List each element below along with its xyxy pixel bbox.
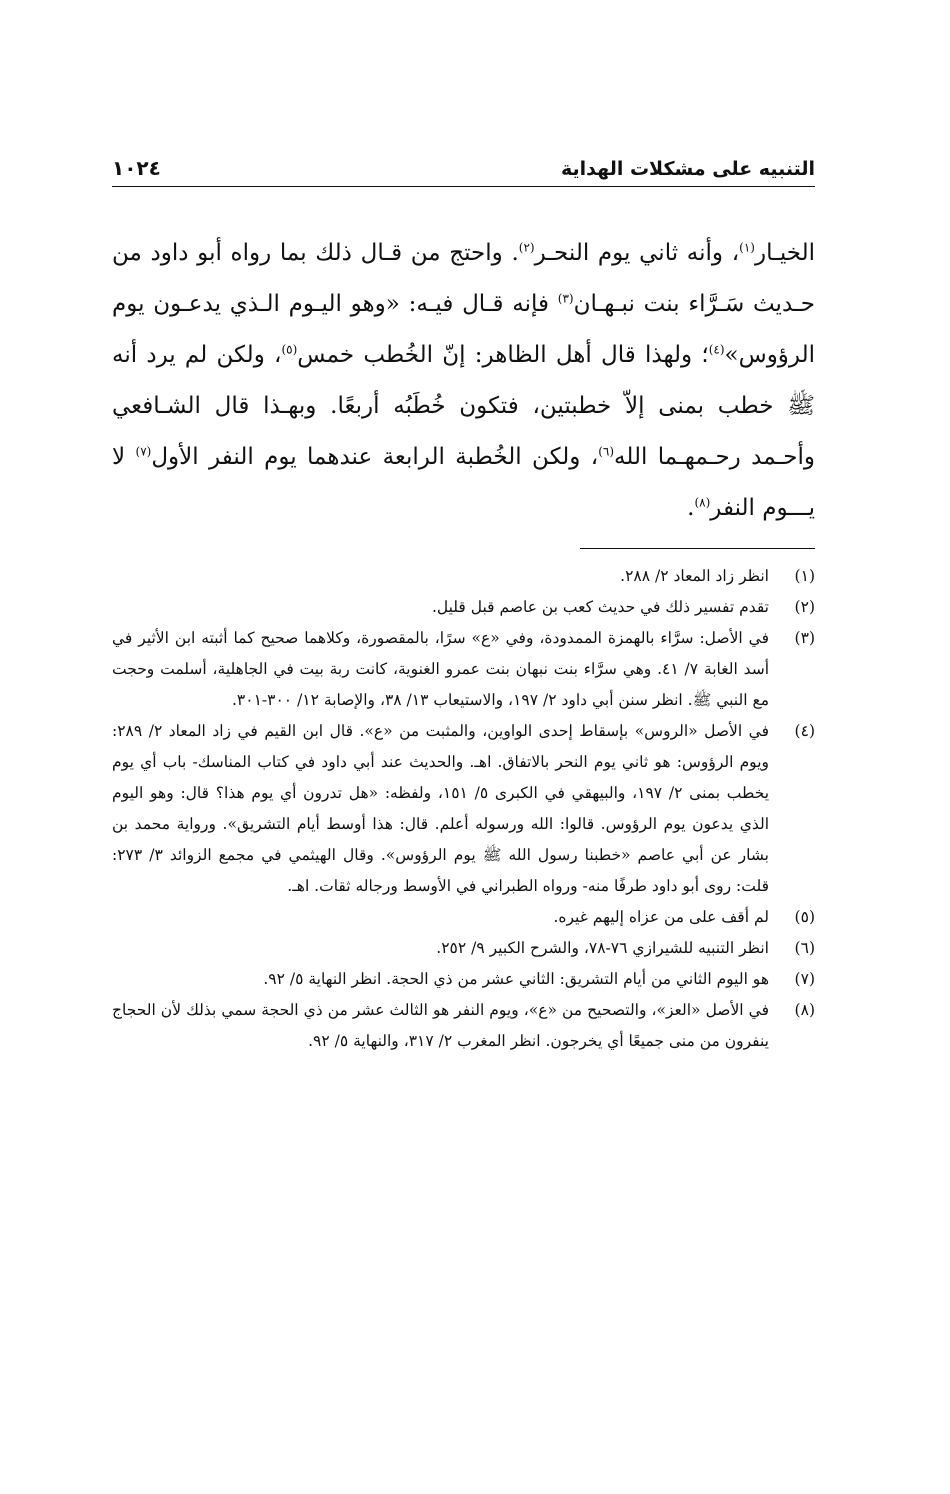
text-segment: ، ولكن الخُطبة الرابعة عندهما يوم النفر الأول xyxy=(151,444,599,470)
footnotes xyxy=(112,561,815,1057)
footnote-text: في الأصل «العز»، والتصحيح من «ع»، ويوم النفر هو الثالث عشر من ذي الحجة سمي بذلك لأن الحجاج ينفرون من منى جميعًا أي يخرجون. انظر المغرب ٢/ ٣١٧، والنهاية ٥/ ٩٢. xyxy=(112,1001,769,1050)
footnote-number: (٨) xyxy=(794,1001,815,1019)
footnote-number: (٤) xyxy=(794,722,815,740)
text-segment: . xyxy=(687,495,695,521)
footnote-text: لم أقف على من عزاه إليهم غيره. xyxy=(553,908,769,926)
page-number: ١٠٢٤ xyxy=(112,156,161,180)
footnote-number: (١) xyxy=(794,567,815,585)
text-segment: ، وأنه ثاني يوم النحـر xyxy=(534,240,740,266)
text-segment: ، ولكن لم يرد أنه ﷺ خطب بمنى إلاّ خطبتين، فتكون خُطَبُه أربعًا. وبهـذا قال الشـافعي وأحـمد رحـمهـما الله xyxy=(112,342,815,470)
running-header xyxy=(112,150,815,187)
footnote-ref: (٦) xyxy=(598,444,615,459)
footnote-item xyxy=(112,561,815,592)
footnote-item xyxy=(112,592,815,623)
footnote-item xyxy=(112,623,815,716)
text-segment: الخيـار xyxy=(754,240,816,266)
footnote-item xyxy=(112,933,815,964)
main-paragraph xyxy=(112,228,815,534)
footnote-ref: (١) xyxy=(739,240,755,255)
footnote-item xyxy=(112,995,815,1057)
footnote-ref: (٥) xyxy=(281,342,298,357)
footnote-ref: (٨) xyxy=(694,495,711,510)
footnote-number: (٧) xyxy=(794,970,815,988)
footnote-item xyxy=(112,902,815,933)
footnote-number: (٦) xyxy=(794,939,815,957)
footnote-text: في الأصل «الروس» بإسقاط إحدى الواوين، والمثبت من «ع». قال ابن القيم في زاد المعاد ٢/ ٢٨٩: ويوم الرؤوس: هو ثاني يوم النحر بالاتفاق. اهـ. والحديث عند أبي داود في كتاب المناسك- باب أي يوم يخطب بمنى ٢/ ١٩٧، والبيهقي في الكبرى ٥/ ١٥١، ولفظه: «هل تدرون أي يوم هذا؟ قال: وهو اليوم الذي يدعون يوم الرؤوس. قالوا: الله ورسوله أعلم. قال: هذا أوسط أيام التشريق». ورواية محمد بن بشار عن أبي عاصم «خطبنا رسول الله ﷺ يوم الرؤوس». وقال الهيثمي في مجمع الزوائد ٣/ ٢٧٣: قلت: روى أبو داود طرفًا منه- ورواه الطبراني في الأوسط ورجاله ثقات. اهـ. xyxy=(112,722,770,895)
footnote-number: (٢) xyxy=(794,598,815,616)
footnote-number: (٥) xyxy=(794,908,815,926)
footnote-text: في الأصل: سرَّاء بالهمزة الممدودة، وفي «ع» سرًا، بالمقصورة، وكلاهما صحيح كما أثبته ابن الأثير في أسد الغابة ٧/ ٤١. وهي سرَّاء بنت نبهان بنت عمرو الغنوية، كانت ربة بيت في الجاهلية، أسلمت وحجت مع النبي ﷺ. انظر سنن أبي داود ٢/ ١٩٧، والاستيعاب ١٣/ ٣٨، والإصابة ١٢/ ٣٠٠-٣٠١. xyxy=(112,629,769,709)
footnote-ref: (٧) xyxy=(135,444,152,459)
footnote-ref: (٣) xyxy=(557,291,574,306)
footnote-text: انظر زاد المعاد ٢/ ٢٨٨. xyxy=(620,567,769,585)
book-title: التنبيه على مشكلات الهداية xyxy=(561,158,815,180)
footnote-ref: (٤) xyxy=(708,342,725,357)
text-segment: . واحتج من قـال ذلك بما رواه أبو داود من حـديث سَـرَّاء بنت نبـهـان xyxy=(112,240,815,317)
footnote-text: انظر التنبيه للشيرازي ٧٦-٧٨، والشرح الكبير ٩/ ٢٥٢. xyxy=(436,939,769,957)
text-segment: ؛ ولهذا قال أهل الظاهر: إنّ الخُطب خمس xyxy=(297,342,709,368)
main-text xyxy=(112,228,815,534)
footnote-text: تقدم تفسير ذلك في حديث كعب بن عاصم قبل قليل. xyxy=(431,598,769,616)
footnote-item xyxy=(112,964,815,995)
text-segment: لا يـــوم النفر xyxy=(112,444,815,521)
footnote-item xyxy=(112,716,815,902)
footnote-separator xyxy=(580,548,815,549)
footnote-text: هو اليوم الثاني من أيام التشريق: الثاني عشر من ذي الحجة. انظر النهاية ٥/ ٩٢. xyxy=(263,970,769,988)
text-segment: فإنه قـال فيـه: «وهو اليـوم الـذي يدعـون يوم الرؤوس» xyxy=(112,291,815,368)
footnote-number: (٣) xyxy=(794,629,815,647)
footnote-ref: (٢) xyxy=(518,240,535,255)
